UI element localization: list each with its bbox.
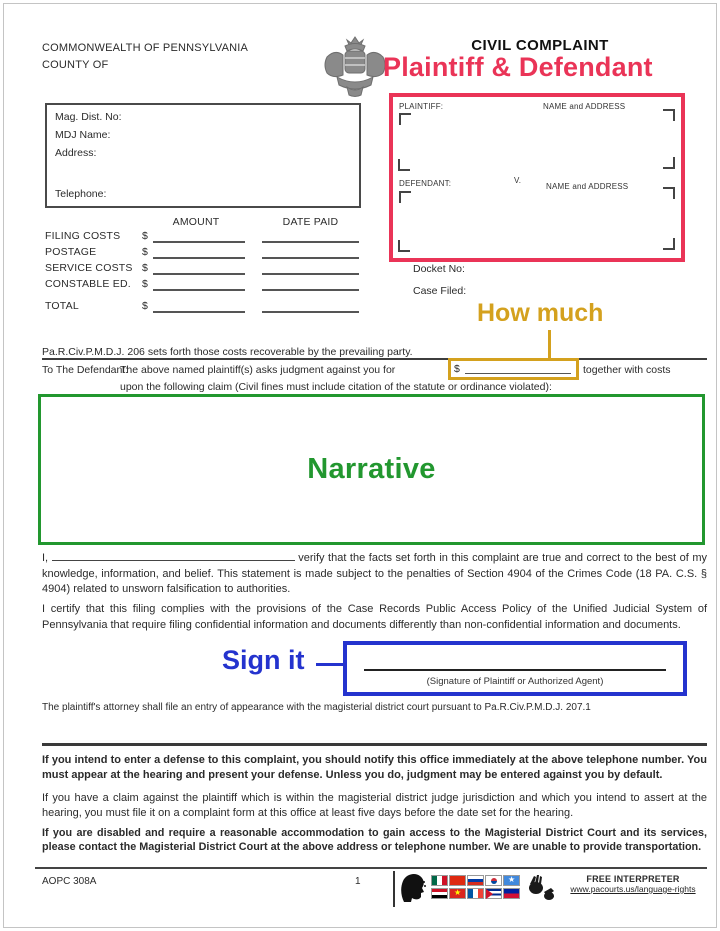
county-line: COUNTY OF [42,59,109,71]
judgment-text-line2: upon the following claim (Civil fines must include citation of the statute or ordinance violated): [120,381,552,393]
telephone-label: Telephone: [55,188,107,200]
dollar-sign: $ [142,300,148,312]
amount-blank-line [153,246,245,259]
date-blank-line [262,300,359,313]
docket-no-label: Docket No: [413,263,465,275]
cost-row-service [45,262,357,276]
dollar-sign: $ [142,262,148,274]
defendant-name-address-label: NAME and ADDRESS [546,182,629,191]
accommodation-notice: If you are disabled and require a reasonable accommodation to gain access to the Magisterial District Court and its services, please contact the Magisterial District Court at the above address or telephone number. We are unable to provide transportation. [42,827,707,853]
corner-bracket-icon [398,240,410,252]
signature-blank-line [364,669,666,671]
corner-bracket-icon [663,238,675,250]
divider-line [42,358,707,360]
amount-blank-line [153,230,245,243]
amount-blank-line [153,278,245,291]
annotation-sign-it: Sign it [222,645,305,675]
corner-bracket-icon [663,157,675,169]
verify-prefix: I, [42,552,49,564]
case-filed-label: Case Filed: [413,285,467,297]
name-blank-line [52,551,295,561]
counterclaim-notice: If you have a claim against the plaintiff which is within the magisterial district judge jurisdiction and which you intend to assert at the hearing, you must file it on a complaint form at this office at least five days before the date set for the hearing. [42,792,707,819]
sign-language-icon [527,874,556,901]
dollar-sign: $ [142,230,148,242]
flag-somalia-icon [503,875,520,886]
footer-vertical-divider [393,871,395,907]
rule-206-text: Pa.R.Civ.P.M.D.J. 206 sets forth those costs recoverable by the prevailing party. [42,346,413,358]
plaintiff-label: PLAINTIFF: [399,102,444,111]
cost-row-total [45,300,357,314]
flag-cuba-icon [485,888,502,899]
annotation-how-much-connector [548,330,551,359]
flag-china-icon [449,875,466,886]
corner-bracket-icon [399,191,411,203]
flag-france-icon [467,888,484,899]
cost-label: TOTAL [45,300,79,312]
flag-south-korea-icon [485,875,502,886]
language-flags [431,875,523,900]
interpreter-head-icon [400,872,426,903]
cost-label: SERVICE COSTS [45,262,133,274]
flag-russia-icon [467,875,484,886]
claim-narrative-box [38,394,705,545]
signature-box [343,641,687,696]
corner-bracket-icon [399,113,411,125]
signature-caption: (Signature of Plaintiff or Authorized Agent) [426,676,604,687]
defense-notice: If you intend to enter a defense to this complaint, you should notify this office immediately at the above telephone number. You must appear at the hearing and present your defense. Unless you do, judgment may be entered against you by default. [42,754,707,781]
mag-dist-no-label: Mag. Dist. No: [55,111,122,123]
amount-highlight-box [448,358,579,380]
flag-egypt-icon [431,888,448,899]
footer-divider [35,867,707,869]
mdj-name-label: MDJ Name: [55,129,111,141]
cost-label: FILING COSTS [45,230,121,242]
annotation-narrative: Narrative [307,453,436,485]
verification-paragraph [42,551,707,598]
attorney-note: The plaintiff's attorney shall file an entry of appearance with the magisterial district court pursuant to Pa.R.Civ.P.M.D.J. 207.1 [42,702,591,713]
corner-bracket-icon [398,159,410,171]
court-info-box [45,103,361,208]
versus-label: V. [514,176,522,185]
cost-label: CONSTABLE ED. [45,278,131,290]
cost-row-filing [45,230,357,244]
date-blank-line [262,230,359,243]
date-blank-line [262,246,359,259]
header-left [42,40,248,74]
verify-text: verify that the facts set forth in this complaint are true and correct to the best of my knowledge, information, and belief. This statement is made subject to the penalties of Section 4904 of the Crimes Code (18 PA. C.S. § 4904) related to unsworn falsification to authorities. [42,552,707,595]
page-number: 1 [355,876,361,887]
annotation-plaintiff-defendant: Plaintiff & Defendant [383,52,653,82]
interpreter-text-block [558,874,708,894]
annotation-how-much: How much [477,299,604,327]
to-defendant-label: To The Defendant: [42,364,129,376]
form-number: AOPC 308A [42,876,97,887]
amount-column-header: AMOUNT [172,216,220,228]
dollar-sign: $ [142,246,148,258]
pa-coat-of-arms-icon [317,35,393,99]
free-interpreter-label: FREE INTERPRETER [586,874,680,884]
date-paid-column-header: DATE PAID [282,216,339,228]
date-blank-line [262,262,359,275]
date-blank-line [262,278,359,291]
form-title: CIVIL COMPLAINT [471,37,609,54]
flag-mexico-icon [431,875,448,886]
amount-blank-line [153,262,245,275]
dollar-sign: $ [142,278,148,290]
annotation-sign-it-connector [316,663,343,666]
flag-haiti-icon [503,888,520,899]
flag-vietnam-icon [449,888,466,899]
judgment-text: The above named plaintiff(s) asks judgment against you for [120,364,396,376]
dollar-sign: $ [454,363,460,375]
defendant-label: DEFENDANT: [399,179,452,188]
commonwealth-line: COMMONWEALTH OF PENNSYLVANIA [42,42,249,54]
address-label: Address: [55,147,97,159]
judgment-amount-blank [465,373,571,374]
certification-paragraph: I certify that this filing complies with the provisions of the Case Records Public Access Policy of the Unified Judicial System of Pennsylvania that require filing confidential information and documents differently than non-confidential information and documents. [42,603,707,631]
language-rights-link[interactable]: www.pacourts.us/language-rights [570,884,696,894]
cost-row-constable [45,278,357,292]
section-divider [42,743,707,746]
cost-row-postage [45,246,357,260]
corner-bracket-icon [663,187,675,199]
cost-label: POSTAGE [45,246,97,258]
corner-bracket-icon [663,109,675,121]
plaintiff-name-address-label: NAME and ADDRESS [543,102,626,111]
judgment-text-cont: together with costs [583,364,671,376]
amount-blank-line [153,300,245,313]
party-caption-box [389,93,685,262]
